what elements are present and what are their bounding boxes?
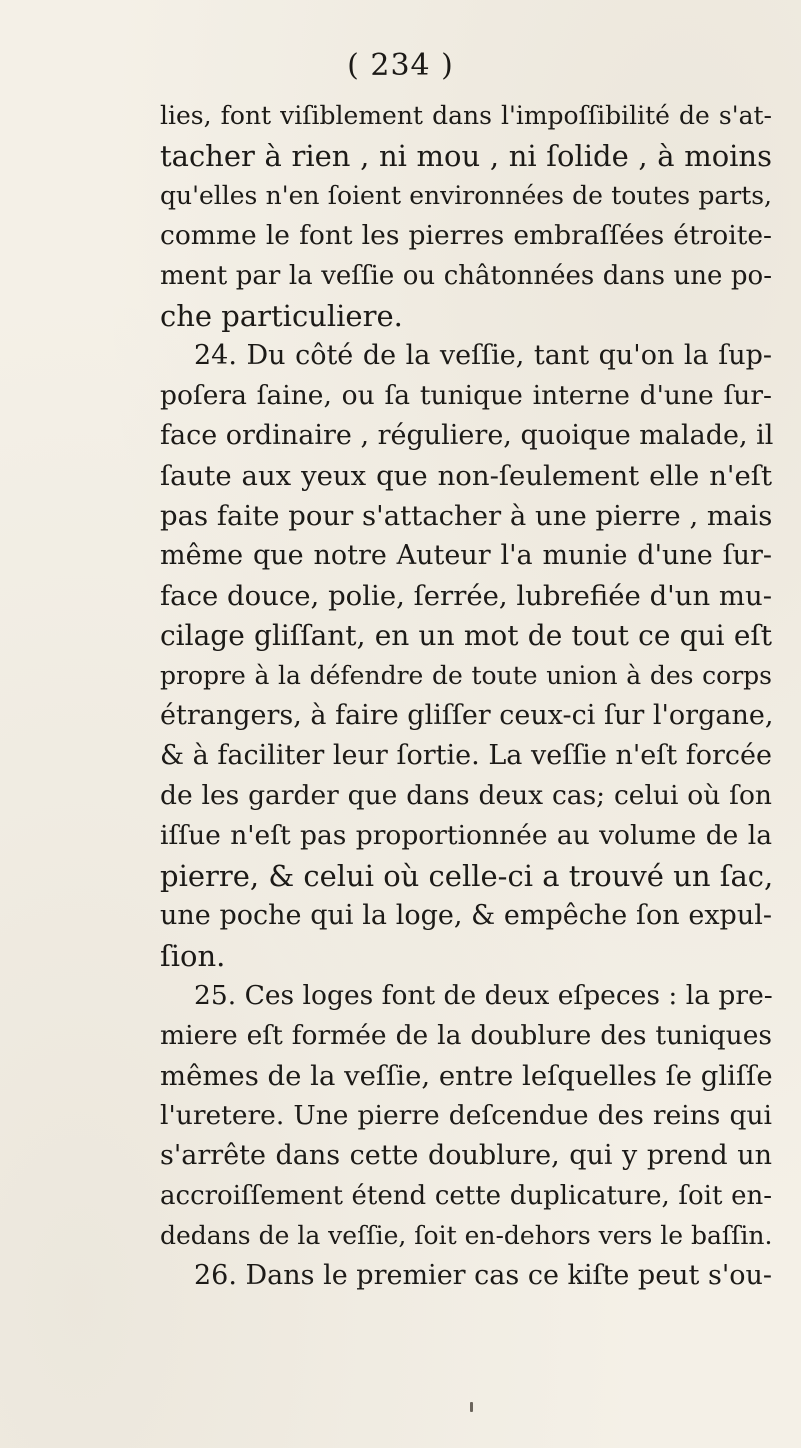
text-line: s'arrête dans cette doublure, qui y prend un — [160, 1140, 772, 1171]
page-number: ( 234 ) — [347, 48, 454, 83]
text-line: propre à la défendre de toute union à des corps — [160, 661, 772, 690]
text-line: face douce, polie, ſerrée, lubrefiée d'un mu- — [160, 580, 772, 612]
page-speck-mark — [470, 1402, 473, 1412]
text-line: accroiſſement étend cette duplicature, ſoit en- — [160, 1181, 772, 1211]
text-line: une poche qui la loge, & empêche ſon expul- — [160, 900, 772, 931]
text-line: pas faite pour s'attacher à une pierre , mais — [160, 500, 773, 532]
text-line: l'uretere. Une pierre deſcendue des reins qui — [160, 1100, 772, 1131]
text-line: lies, font viſiblement dans l'impoſſibilité de s'at- — [160, 101, 772, 130]
text-line: tacher à rien , ni mou , ni ſolide , à moins — [160, 139, 772, 173]
text-line: & à faciliter leur ſortie. La veſſie n'eſt forcée — [160, 740, 772, 771]
text-line: iſſue n'eſt pas proportionnée au volume de la — [160, 820, 772, 851]
text-line: poſera ſaine, ou ſa tunique interne d'une ſur- — [160, 380, 772, 411]
text-line: dedans de la veſſie, ſoit en-dehors vers le baſſin. — [160, 1221, 773, 1250]
text-line: pierre, & celui où celle-ci a trouvé un ſac, — [160, 859, 774, 893]
text-line: ſaute aux yeux que non-ſeulement elle n'eſt — [160, 460, 772, 492]
text-line: de les garder que dans deux cas; celui où ſon — [160, 780, 772, 811]
text-line: ſion. — [160, 939, 226, 973]
text-line: che particuliere. — [160, 299, 403, 333]
paragraph-26-start: 26. Dans le premier cas ce kiſte peut s'ou- — [194, 1260, 773, 1291]
text-line: miere eſt formée de la doublure des tuniques — [160, 1020, 772, 1051]
text-line: mêmes de la veſſie, entre leſquelles ſe gliſſe — [160, 1060, 773, 1092]
text-line: qu'elles n'en ſoient environnées de toutes parts, — [160, 181, 772, 210]
text-line: comme le font les pierres embraſſées étroite- — [160, 220, 772, 251]
text-line: étrangers, à faire gliſſer ceux-ci ſur l'organe, — [160, 700, 774, 731]
paragraph-25-start: 25. Ces loges font de deux eſpeces : la pre- — [194, 980, 773, 1011]
text-line: face ordinaire , réguliere, quoique malade, il — [160, 420, 774, 451]
text-line: ment par la veſſie ou châtonnées dans une po- — [160, 261, 772, 291]
text-line: même que notre Auteur l'a munie d'une ſur- — [160, 540, 772, 571]
paragraph-24-start: 24. Du côté de la veſſie, tant qu'on la ſup- — [194, 340, 772, 371]
text-line: cilage gliſſant, en un mot de tout ce qui eſt — [160, 619, 772, 652]
body-text — [160, 96, 772, 1296]
